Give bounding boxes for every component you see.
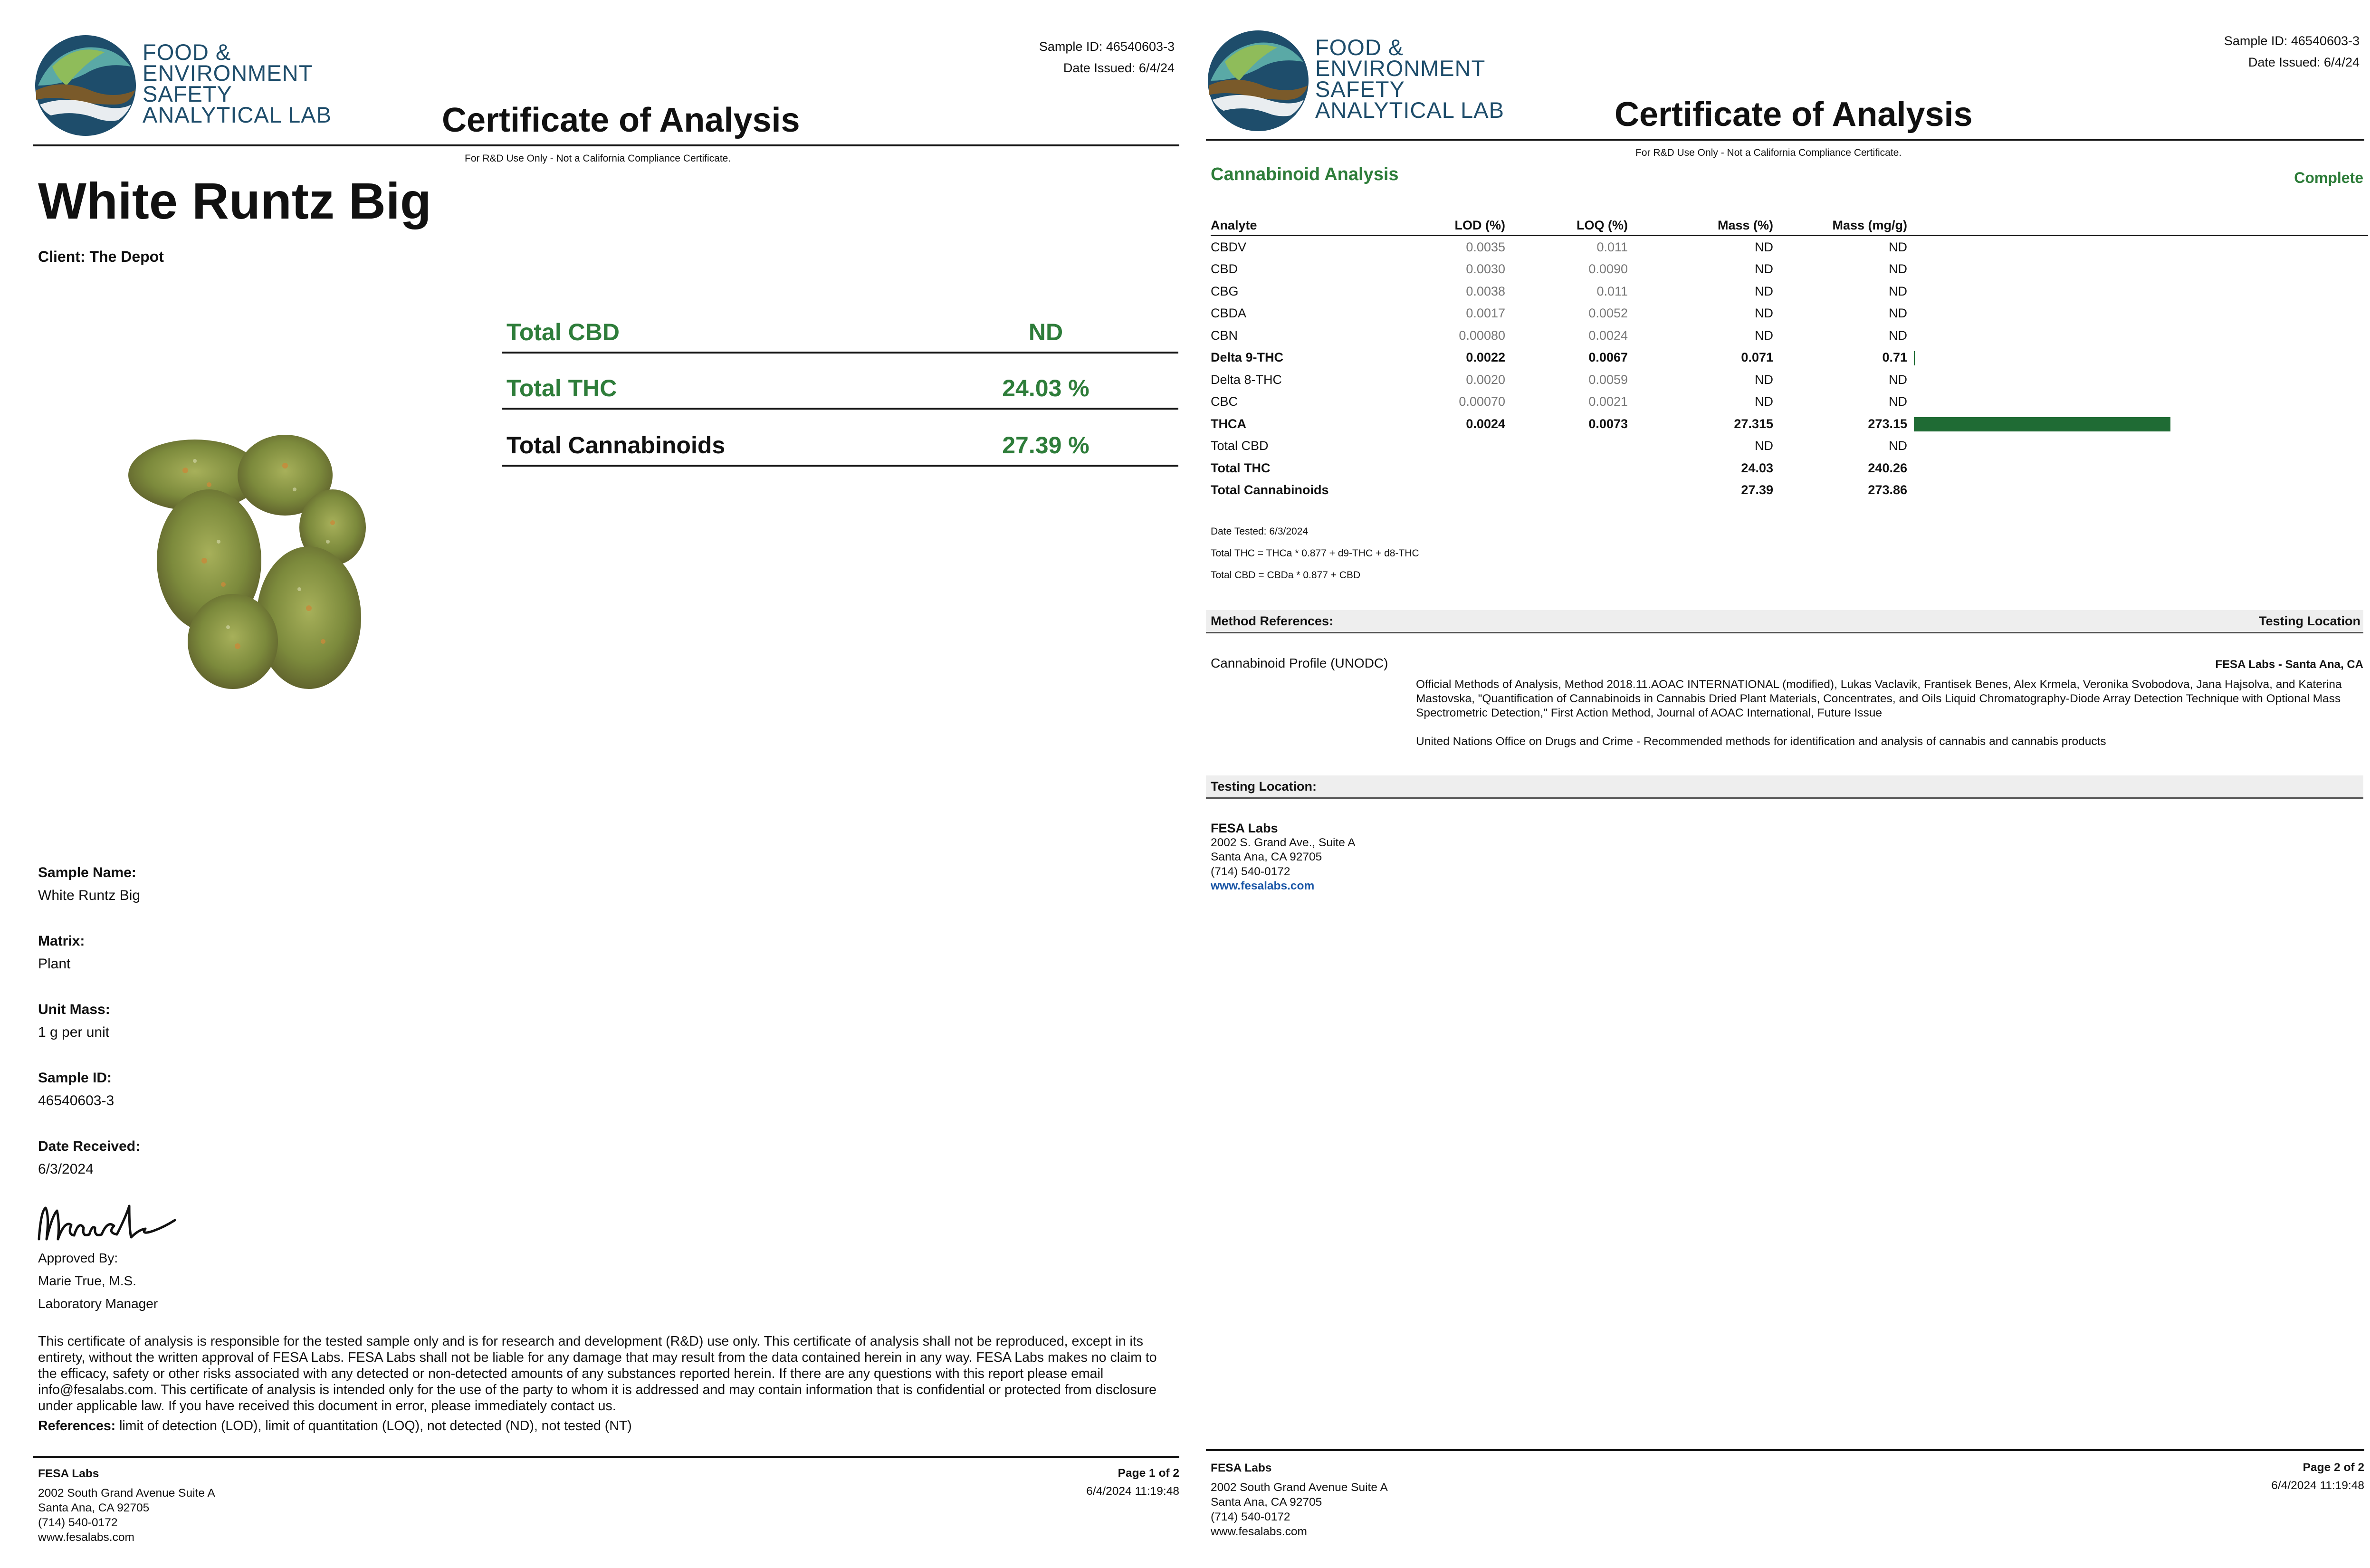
mass-mgg-cell: 0.71 (1882, 350, 1907, 365)
analyte-cell: Delta 8-THC (1211, 372, 1282, 387)
cannabinoid-table-body (1211, 236, 2368, 502)
field-value: White Runtz Big (38, 888, 141, 903)
table-row (1211, 391, 2368, 413)
loq-cell: 0.0059 (1588, 372, 1628, 387)
loq-cell (1505, 435, 1628, 458)
analyte-cell: THCA (1211, 416, 1246, 431)
summary-label: Total CBD (506, 319, 620, 345)
column-header: LOD (%) (1439, 213, 1505, 236)
date-tested: Date Tested: 6/3/2024 (1211, 526, 1309, 537)
table-row (1211, 303, 2368, 325)
footer-phone: (714) 540-0172 (1211, 1511, 1290, 1523)
mass-mgg-cell: ND (1889, 372, 1907, 387)
field-label: Sample ID: (38, 1070, 112, 1086)
bar-cell (1907, 457, 2368, 479)
summary-total-thc (502, 353, 1178, 410)
rd-note: For R&D Use Only - Not a California Compliance Certificate. (465, 153, 731, 164)
lod-cell: 0.00080 (1459, 328, 1505, 343)
lab-phone: (714) 540-0172 (1211, 865, 1290, 878)
summary-label: Total Cannabinoids (506, 432, 726, 459)
mass-mgg-cell: ND (1889, 262, 1907, 277)
footer-rule (1206, 1449, 2364, 1451)
lod-cell (1439, 435, 1505, 458)
footer-address (38, 1466, 215, 1545)
table-header-row (1211, 213, 2368, 236)
lod-cell: 0.0035 (1466, 239, 1505, 254)
mass-bar (1914, 417, 2170, 431)
summary-label: Total THC (506, 375, 617, 402)
mass-pct-cell: 27.39 (1741, 483, 1773, 497)
bar-cell (1907, 391, 2368, 413)
method-location: FESA Labs - Santa Ana, CA (2215, 658, 2363, 671)
loq-cell: 0.0090 (1588, 262, 1628, 277)
field-unit-mass (38, 1002, 110, 1041)
signature-image (36, 1201, 179, 1249)
summary-value: 24.03 % (1002, 375, 1089, 402)
logo-line: FOOD & (143, 39, 231, 65)
footer-phone: (714) 540-0172 (38, 1516, 118, 1529)
footer-lab-name: FESA Labs (1211, 1462, 1272, 1474)
footer-rule (33, 1456, 1179, 1458)
lab-logo (33, 33, 332, 143)
footer-timestamp: 6/4/2024 11:19:48 (2271, 1479, 2364, 1492)
lab-address-block (1211, 821, 1356, 894)
page-title: Certificate of Analysis (1615, 96, 1973, 134)
date-issued: Date Issued: 6/4/24 (1063, 61, 1175, 75)
table-row (1211, 479, 2368, 502)
bar-cell (1907, 236, 2368, 258)
mass-pct-cell: ND (1755, 284, 1773, 298)
lod-cell (1439, 479, 1505, 502)
product-name: White Runtz Big (38, 172, 431, 229)
lod-cell: 0.0038 (1466, 284, 1505, 298)
mass-pct-cell: ND (1755, 262, 1773, 277)
lod-cell: 0.0020 (1466, 372, 1505, 387)
references-label: References: (38, 1418, 116, 1434)
logo-emblem-icon (1206, 29, 1310, 133)
table-row (1211, 325, 2368, 347)
analyte-cell: Total CBD (1211, 439, 1269, 453)
header-meta (2224, 30, 2360, 73)
field-value: 46540603-3 (38, 1093, 115, 1109)
mass-mgg-cell: ND (1889, 306, 1907, 321)
approver-title: Laboratory Manager (38, 1296, 158, 1311)
table-row (1211, 435, 2368, 458)
bar-cell (1907, 413, 2368, 435)
lab-address-line: 2002 S. Grand Ave., Suite A (1211, 836, 1356, 849)
logo-text (1315, 37, 1504, 121)
approval-block (38, 1247, 158, 1315)
footer-address-line: Santa Ana, CA 92705 (38, 1501, 150, 1514)
bar-cell (1907, 479, 2368, 502)
footer-timestamp: 6/4/2024 11:19:48 (1086, 1485, 1179, 1498)
mass-mgg-cell: 240.26 (1868, 460, 1907, 475)
lod-cell: 0.0017 (1466, 306, 1505, 321)
testing-location-header (1206, 775, 2363, 799)
mass-pct-cell: 24.03 (1741, 460, 1773, 475)
method-name: Cannabinoid Profile (UNODC) (1211, 656, 1388, 670)
loq-cell: 0.0021 (1588, 394, 1628, 409)
field-matrix (38, 933, 85, 972)
lod-cell: 0.0022 (1466, 350, 1505, 365)
analyte-cell: CBD (1211, 262, 1238, 277)
rd-note: For R&D Use Only - Not a California Compliance Certificate. (1635, 147, 1902, 158)
field-label: Sample Name: (38, 865, 136, 880)
analyte-cell: Delta 9-THC (1211, 350, 1284, 365)
lod-cell: 0.0024 (1466, 416, 1505, 431)
bar-column-header (1907, 213, 2368, 236)
table-row (1211, 413, 2368, 435)
loq-cell: 0.0067 (1588, 350, 1628, 365)
analyte-cell: Total Cannabinoids (1211, 483, 1329, 497)
logo-emblem-icon (33, 33, 138, 138)
table-row (1211, 457, 2368, 479)
logo-line: ANALYTICAL LAB (143, 102, 332, 127)
mass-pct-cell: 27.315 (1734, 416, 1773, 431)
logo-line: ENVIRONMENT (1315, 56, 1486, 81)
column-header: Analyte (1211, 213, 1439, 236)
formula-thc: Total THC = THCa * 0.877 + d9-THC + d8-THC (1211, 548, 1419, 559)
analyte-cell: CBDA (1211, 306, 1247, 321)
mass-bar (1914, 351, 1915, 365)
mass-mgg-cell: 273.86 (1868, 483, 1907, 497)
page-number: Page 2 of 2 (2303, 1461, 2364, 1474)
table-row (1211, 347, 2368, 369)
method-description: Official Methods of Analysis, Method 2018.11.AOAC INTERNATIONAL (modified), Lukas Vaclavik, Frantisek Benes, Alex Krmela, Veronika Svobodova, Jana Hajsolva, and Katerina Mastovska, "Quantification of Cannabinoids in Cannabis Dried Plant Materials, Concentrates, and Oils Liquid Chromatography-Diode Array Detection Technique with Optional Mass Spectrometric Detection," First Action Method, Journal of AOAC International, Future Issue (1416, 678, 2342, 719)
summary-value: ND (1028, 319, 1063, 345)
column-header: Mass (%) (1628, 213, 1773, 236)
field-value: 6/3/2024 (38, 1161, 94, 1177)
mass-pct-cell: ND (1755, 239, 1773, 254)
bar-cell (1907, 325, 2368, 347)
header-meta (1039, 36, 1175, 79)
summary-value: 27.39 % (1002, 432, 1089, 459)
loq-cell: 0.011 (1596, 284, 1628, 298)
loq-cell: 0.0024 (1588, 328, 1628, 343)
product-image (86, 418, 418, 741)
logo-line: ENVIRONMENT (143, 60, 313, 86)
field-value: 1 g per unit (38, 1024, 110, 1040)
footer-address-line: 2002 South Grand Avenue Suite A (38, 1487, 215, 1500)
testing-location-label: Testing Location (2259, 614, 2360, 628)
mass-mgg-cell: ND (1889, 439, 1907, 453)
bar-cell (1907, 303, 2368, 325)
footer-lab-name: FESA Labs (38, 1467, 99, 1480)
section-title: Cannabinoid Analysis (1211, 164, 1399, 184)
lab-logo (1206, 29, 1504, 138)
mass-mgg-cell: ND (1889, 328, 1907, 343)
header-rule (1206, 139, 2364, 141)
summary-total-cbd (502, 296, 1178, 354)
date-issued: Date Issued: 6/4/24 (2248, 55, 2360, 69)
loq-cell (1505, 457, 1628, 479)
method-references-label: Method References: (1211, 614, 1334, 628)
mass-mgg-cell: ND (1889, 284, 1907, 298)
summary-total-cannabinoids (502, 410, 1178, 467)
mass-pct-cell: 0.071 (1741, 350, 1773, 365)
analyte-cell: CBN (1211, 328, 1238, 343)
footer-address-line: Santa Ana, CA 92705 (1211, 1496, 1322, 1509)
client-name: Client: The Depot (38, 248, 164, 265)
page-title: Certificate of Analysis (442, 101, 800, 139)
footer-address (1211, 1461, 1388, 1539)
loq-cell: 0.0052 (1588, 306, 1628, 321)
method-description-secondary: United Nations Office on Drugs and Crime - Recommended methods for identification and analysis of cannabis and cannabis products (1416, 735, 2106, 748)
logo-text (143, 39, 332, 127)
footer-meta (1086, 1464, 1179, 1501)
table-row (1211, 280, 2368, 303)
logo-line: FOOD & (1315, 35, 1404, 60)
footer-web: www.fesalabs.com (1211, 1525, 1307, 1538)
mass-pct-cell: ND (1755, 439, 1773, 453)
lod-cell: 0.00070 (1459, 394, 1505, 409)
sample-id: Sample ID: 46540603-3 (1039, 39, 1175, 54)
page-2 (1185, 0, 2370, 1568)
lod-cell: 0.0030 (1466, 262, 1505, 277)
mass-mgg-cell: ND (1889, 239, 1907, 254)
logo-line: SAFETY (143, 81, 232, 106)
logo-line: ANALYTICAL LAB (1315, 97, 1504, 123)
field-label: Matrix: (38, 933, 85, 949)
logo-line: SAFETY (1315, 76, 1405, 102)
bar-cell (1907, 347, 2368, 369)
field-date-received (38, 1138, 140, 1177)
references-line (38, 1418, 632, 1434)
table-row (1211, 258, 2368, 281)
footer-meta (2271, 1459, 2364, 1495)
table-row (1211, 369, 2368, 391)
loq-cell: 0.011 (1596, 239, 1628, 254)
field-value: Plant (38, 956, 71, 972)
loq-cell: 0.0073 (1588, 416, 1628, 431)
bar-cell (1907, 435, 2368, 458)
header-rule (33, 144, 1179, 146)
mass-mgg-cell: ND (1889, 394, 1907, 409)
page-number: Page 1 of 2 (1118, 1467, 1179, 1480)
bar-cell (1907, 280, 2368, 303)
sample-id: Sample ID: 46540603-3 (2224, 34, 2360, 48)
approved-by-label: Approved By: (38, 1251, 118, 1265)
footer-web: www.fesalabs.com (38, 1531, 134, 1544)
bar-cell (1907, 369, 2368, 391)
status-badge: Complete (2294, 169, 2363, 186)
table-row (1211, 236, 2368, 258)
method-references-header (1206, 610, 2363, 633)
mass-pct-cell: ND (1755, 328, 1773, 343)
field-sample-name (38, 865, 140, 904)
field-sample-id (38, 1070, 114, 1109)
disclaimer-text: This certificate of analysis is responsible for the tested sample only and is for research and development (R&D) use only. This certificate of analysis shall not be reproduced, except in its entirety, without the written approval of FESA Labs. FESA Labs shall not be liable for any damage that may result from the data contained herein in any way. FESA Labs makes no claim to the efficacy, safety or other risks associated with any detected or non-detected amounts of any substances reported herein. If there are any questions with this report please email info@fesalabs.com. This certificate of analysis is intended only for the use of the party to whom it is addressed and may contain information that is confidential or protected from disclosure under applicable law. If you have received this document in error, please immediately contact us. (38, 1334, 1157, 1414)
references-text: limit of detection (LOD), limit of quantitation (LOQ), not detected (ND), not tested (NT) (115, 1418, 632, 1434)
mass-mgg-cell: 273.15 (1868, 416, 1907, 431)
lab-name: FESA Labs (1211, 821, 1278, 835)
lod-cell (1439, 457, 1505, 479)
lab-address-line: Santa Ana, CA 92705 (1211, 851, 1322, 863)
field-label: Unit Mass: (38, 1002, 110, 1017)
testing-location-section-label: Testing Location: (1211, 779, 1317, 794)
analyte-cell: CBG (1211, 284, 1239, 298)
bar-cell (1907, 258, 2368, 281)
lab-website-link[interactable]: www.fesalabs.com (1211, 880, 1315, 892)
analyte-cell: CBC (1211, 394, 1238, 409)
cannabinoid-table (1211, 213, 2368, 501)
mass-pct-cell: ND (1755, 372, 1773, 387)
field-label: Date Received: (38, 1138, 141, 1154)
formula-cbd: Total CBD = CBDa * 0.877 + CBD (1211, 570, 1361, 581)
mass-pct-cell: ND (1755, 306, 1773, 321)
column-header: Mass (mg/g) (1773, 213, 1907, 236)
analyte-cell: CBDV (1211, 239, 1247, 254)
footer-address-line: 2002 South Grand Avenue Suite A (1211, 1481, 1388, 1494)
column-header: LOQ (%) (1505, 213, 1628, 236)
loq-cell (1505, 479, 1628, 502)
approver-name: Marie True, M.S. (38, 1273, 136, 1288)
mass-pct-cell: ND (1755, 394, 1773, 409)
analyte-cell: Total THC (1211, 460, 1271, 475)
test-notes (1211, 521, 1419, 586)
